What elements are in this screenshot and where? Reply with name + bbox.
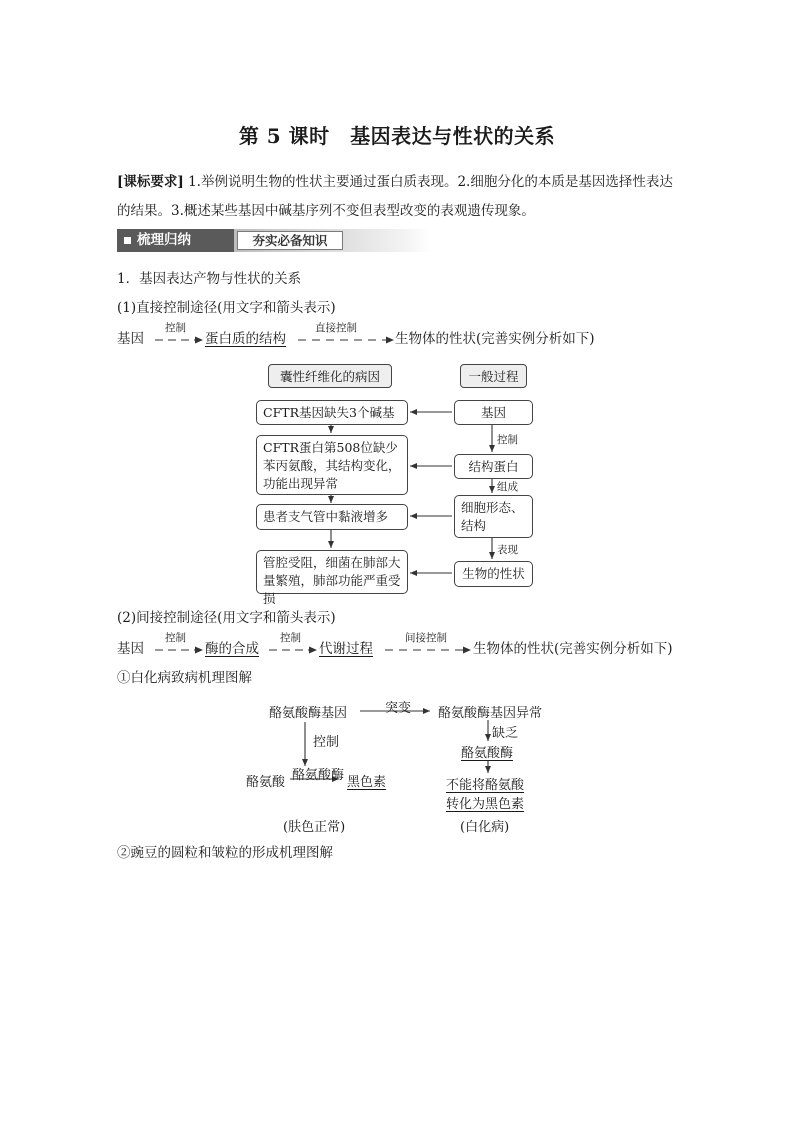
albinism-enzyme-label: 酪氨酸酶 — [292, 768, 345, 783]
section1-heading: 1．基因表达产物与性状的关系 — [117, 271, 302, 287]
cf-arrow-label-compose: 组成 — [497, 481, 518, 493]
albinism-normal-label: (肤色正常) — [283, 820, 346, 835]
albinism-tyrosine: 酪氨酸 — [246, 775, 286, 790]
requirement-tag: [课标要求] — [117, 174, 184, 190]
page-title: 第 5 课时 基因表达与性状的关系 — [238, 124, 556, 148]
direct-arrow2-label: 直接控制 — [315, 322, 357, 334]
albinism-disease-label: (白化病) — [460, 820, 510, 835]
cf-right-box-3: 细胞形态、结构 — [454, 495, 533, 538]
indirect-arrow3-label: 间接控制 — [405, 632, 447, 644]
direct-heading: (1)直接控制途径(用文字和箭头表示) — [117, 300, 336, 316]
requirement-text: 1.举例说明生物的性状主要通过蛋白质表现。2.细胞分化的本质是基因选择性表达的结果。3.概述某些基因中碱基序列不变但表型改变的表观遗传现象。 — [117, 174, 673, 219]
cf-left-box-3: 患者支气管中黏液增多 — [256, 504, 408, 530]
cf-right-box-2: 结构蛋白 — [454, 454, 533, 479]
banner-right-label: 夯实必备知识 — [237, 231, 343, 250]
cf-left-box-2: CFTR蛋白第508位缺少苯丙氨酸，其结构变化，功能出现异常 — [256, 435, 408, 495]
albinism-gene: 酪氨酸酶基因 — [269, 706, 348, 721]
cf-left-header: 囊性纤维化的病因 — [268, 364, 392, 388]
albinism-tyrosinase: 酪氨酸酶 — [461, 746, 514, 761]
cf-arrow-label-control: 控制 — [497, 434, 518, 446]
indirect-gene: 基因 — [117, 641, 144, 657]
albinism-lack-label: 缺乏 — [492, 726, 519, 741]
pea-heading: ②豌豆的圆粒和皱粒的形成机理图解 — [117, 845, 333, 861]
cf-left-box-1: CFTR基因缺失3个碱基 — [256, 400, 408, 425]
cf-right-box-1: 基因 — [454, 400, 533, 425]
albinism-heading: ①白化病致病机理图解 — [117, 670, 252, 686]
indirect-heading: (2)间接控制途径(用文字和箭头表示) — [117, 610, 336, 626]
direct-arrow1-label: 控制 — [165, 322, 186, 334]
indirect-enzyme: 酶的合成 — [205, 641, 259, 657]
cf-right-box-4: 生物的性状 — [454, 561, 533, 587]
direct-protein: 蛋白质的结构 — [205, 331, 286, 347]
indirect-metab: 代谢过程 — [319, 641, 373, 657]
albinism-control-label: 控制 — [313, 735, 340, 750]
indirect-end: 生物体的性状(完善实例分析如下) — [473, 641, 673, 657]
albinism-cannot-convert: 不能将酪氨酸转化为黑色素 — [446, 778, 525, 812]
indirect-arrow2-label: 控制 — [280, 632, 301, 644]
cf-left-box-4: 管腔受阻，细菌在肺部大量繁殖，肺部功能严重受损 — [256, 550, 408, 594]
albinism-melanin: 黑色素 — [347, 775, 387, 790]
albinism-mutate-label: 突变 — [385, 701, 412, 716]
cf-arrow-label-express: 表现 — [497, 544, 518, 556]
cf-right-header: 一般过程 — [460, 364, 527, 388]
direct-end: 生物体的性状(完善实例分析如下) — [395, 331, 595, 347]
indirect-arrow1-label: 控制 — [165, 632, 186, 644]
albinism-abnormal-gene: 酪氨酸酶基因异常 — [438, 706, 543, 721]
direct-gene: 基因 — [117, 331, 144, 347]
banner-left-label: 梳理归纳 — [137, 232, 191, 248]
